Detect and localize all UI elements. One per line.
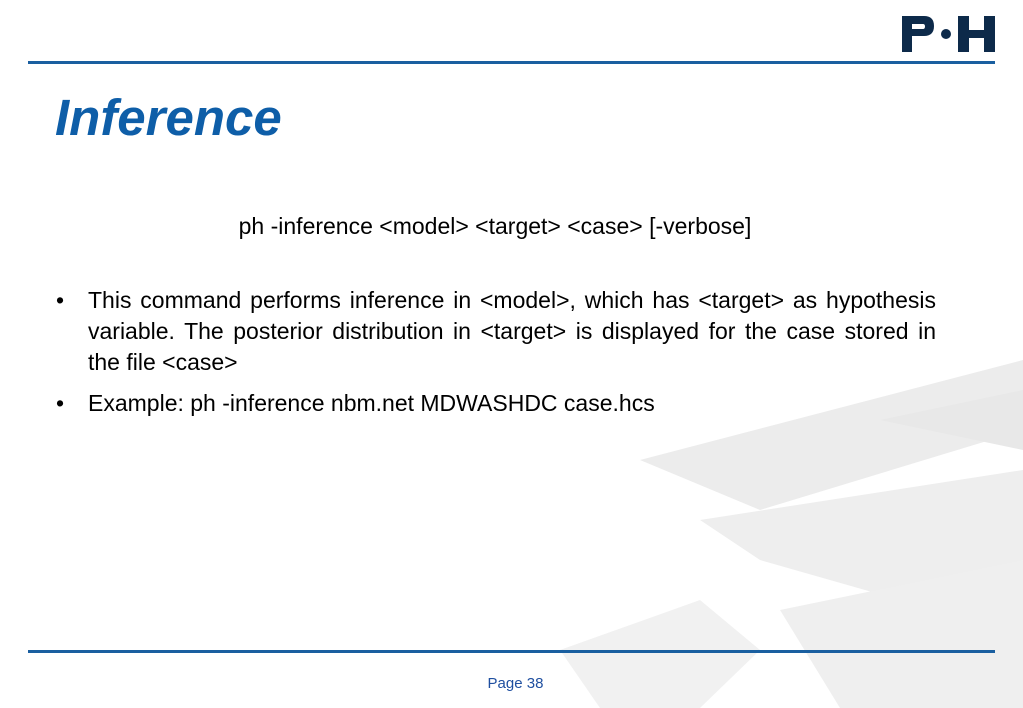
bullet-text: This command performs inference in <model>, which has <target> as hypothesis variable. The posterior distribution in <target> is displayed for the case stored in the file <case> xyxy=(88,287,936,375)
bullet-icon: • xyxy=(56,390,65,416)
bullet-item-example xyxy=(54,388,936,419)
command-syntax: ph -inference <model> <target> <case> [-verbose] xyxy=(238,213,752,239)
bullet-text: Example: ph -inference nbm.net MDWASHDC case.hcs xyxy=(88,390,655,416)
bullet-item-description xyxy=(54,285,936,378)
ph-logo-icon xyxy=(900,14,998,54)
bullet-icon: • xyxy=(56,287,65,313)
bullet-list xyxy=(54,285,936,429)
page-number: Page 38 xyxy=(487,675,544,692)
header-rule xyxy=(28,61,995,64)
footer-rule xyxy=(28,650,995,653)
slide-title: Inference xyxy=(55,89,282,146)
